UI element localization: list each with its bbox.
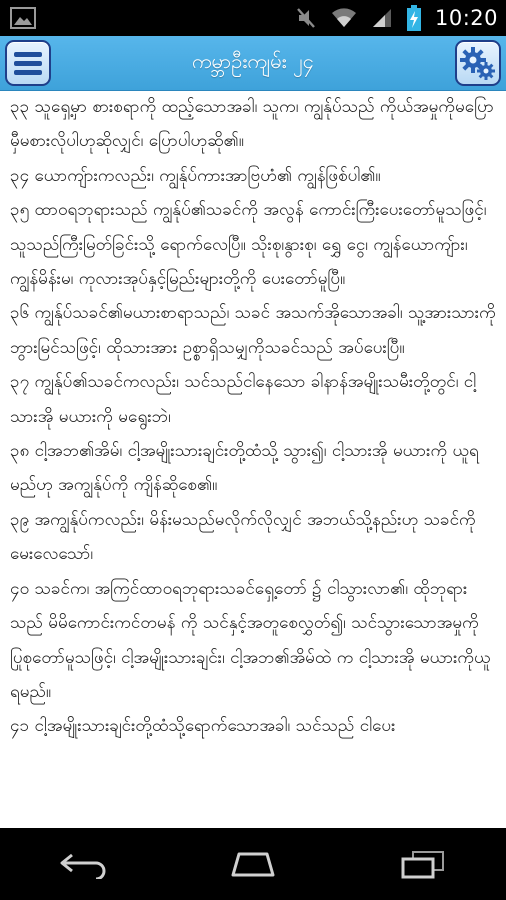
clock: 10:20 (434, 6, 498, 30)
recent-apps-button[interactable] (377, 834, 467, 894)
app-bar (0, 36, 506, 91)
verse-35: ၃၅ ထာဝရဘုရားသည် ကျွန်ုပ်၏သခင်ကို အလွန် ကောင်းကြီးပေးတော်မူသဖြင့်၊ သူသည်ကြီးမြတ်ခြင်းသို့ ရောက်လေပြီ။ သိုးစု၊နွားစု၊ ရွှေ ငွေ၊ ကျွန်ယောကျ်ား၊ ကျွန်မိန်းမ၊ ကုလားအုပ်နှင့်မြည်းများတို့ကို ပေးတော်မူပြီ။ (10, 200, 487, 290)
verse-37: ၃၇ ကျွန်ုပ်၏သခင်ကလည်း၊ သင်သည်ငါနေသော ခါနာန်အမျိုးသမီးတို့တွင်၊ ငါ့သားအို မယားကို မရွေးဘဲ၊ (10, 372, 477, 427)
page-title: ကမ္ဘာဦးကျမ်း ၂၄ (191, 49, 315, 73)
gears-icon (459, 44, 497, 82)
verse-33: ၃၃ သူရှေ့မှာ စားစရာကို ထည့်သောအခါ၊ သူက၊ ကျွန်ုပ်သည် ကိုယ်အမှုကိုမပြောမှီမစားလိုပါဟုဆိုလျှင်၊ ပြောပါဟုဆို၏။ (10, 97, 494, 152)
verse-41: ၄၁ ငါ့အမျိုးသားချင်းတို့ထံသို့ရောက်သောအခါ၊ သင်သည် ငါပေး (10, 716, 396, 737)
verse-34: ၃၄ ယောကျ်ားကလည်း၊ ကျွန်ုပ်ကားအာဗြဟံ၏ ကျွန်ဖြစ်ပါ၏။ (10, 165, 381, 186)
menu-button[interactable] (5, 40, 51, 86)
back-button[interactable] (39, 834, 129, 894)
back-icon (58, 849, 110, 879)
signal-icon (371, 7, 393, 29)
verse-39: ၃၉ အကျွန်ုပ်ကလည်း၊ မိန်းမသည်မလိုက်လိုလျှင် အဘယ်သို့နည်းဟု သခင်ကိုမေးလေသော်၊ (10, 509, 476, 565)
navigation-bar (0, 828, 506, 900)
image-icon (10, 6, 36, 30)
verse-36: ၃၆ ကျွန်ုပ်သခင်၏မယားစာရာသည်၊ သခင် အသက်အိုသောအခါ၊ သူ့အားသားကို ဘွားမြင်သဖြင့်၊ ထိုသားအား ဥစ္စာရှိသမျှကိုသခင်သည် အပ်ပေးပြီ။ (10, 303, 496, 358)
settings-button[interactable] (455, 40, 501, 86)
verse-40: ၄၀ သခင်က၊ အကြင်ထာဝရဘုရားသခင်ရှေ့တော် ၌ ငါသွားလာ၏၊ ထိုဘုရားသည် မိမိကောင်းကင်တမန် ကို သင်နှင့်အတူစေလွှတ်၍၊ သင်သွားသောအမှုကို ပြုစုတော်မူသဖြင့်၊ ငါ့အမျိုးသားချင်း၊ ငါ့အဘ၏အိမ်ထဲ က ငါ့သားအို မယားကိုယူရမည်။ (10, 578, 491, 702)
mute-icon (295, 6, 317, 30)
wifi-icon (331, 7, 357, 29)
hamburger-menu-icon (14, 48, 42, 79)
home-button[interactable] (208, 834, 298, 894)
verse-38: ၃၈ ငါ့အဘ၏အိမ်၊ ငါ့အမျိုးသားချင်းတို့ထံသို့ သွား၍၊ ငါ့သားအို မယားကို ယူရမည်ဟု အကျွန်ုပ်ကို ကျိန်ဆိုစေ၏။ (10, 441, 479, 496)
battery-charging-icon (407, 5, 421, 31)
status-icons (295, 0, 498, 36)
recent-apps-icon (397, 849, 447, 879)
chapter-content[interactable] (0, 90, 506, 828)
status-bar (0, 0, 506, 36)
home-icon (225, 851, 281, 877)
